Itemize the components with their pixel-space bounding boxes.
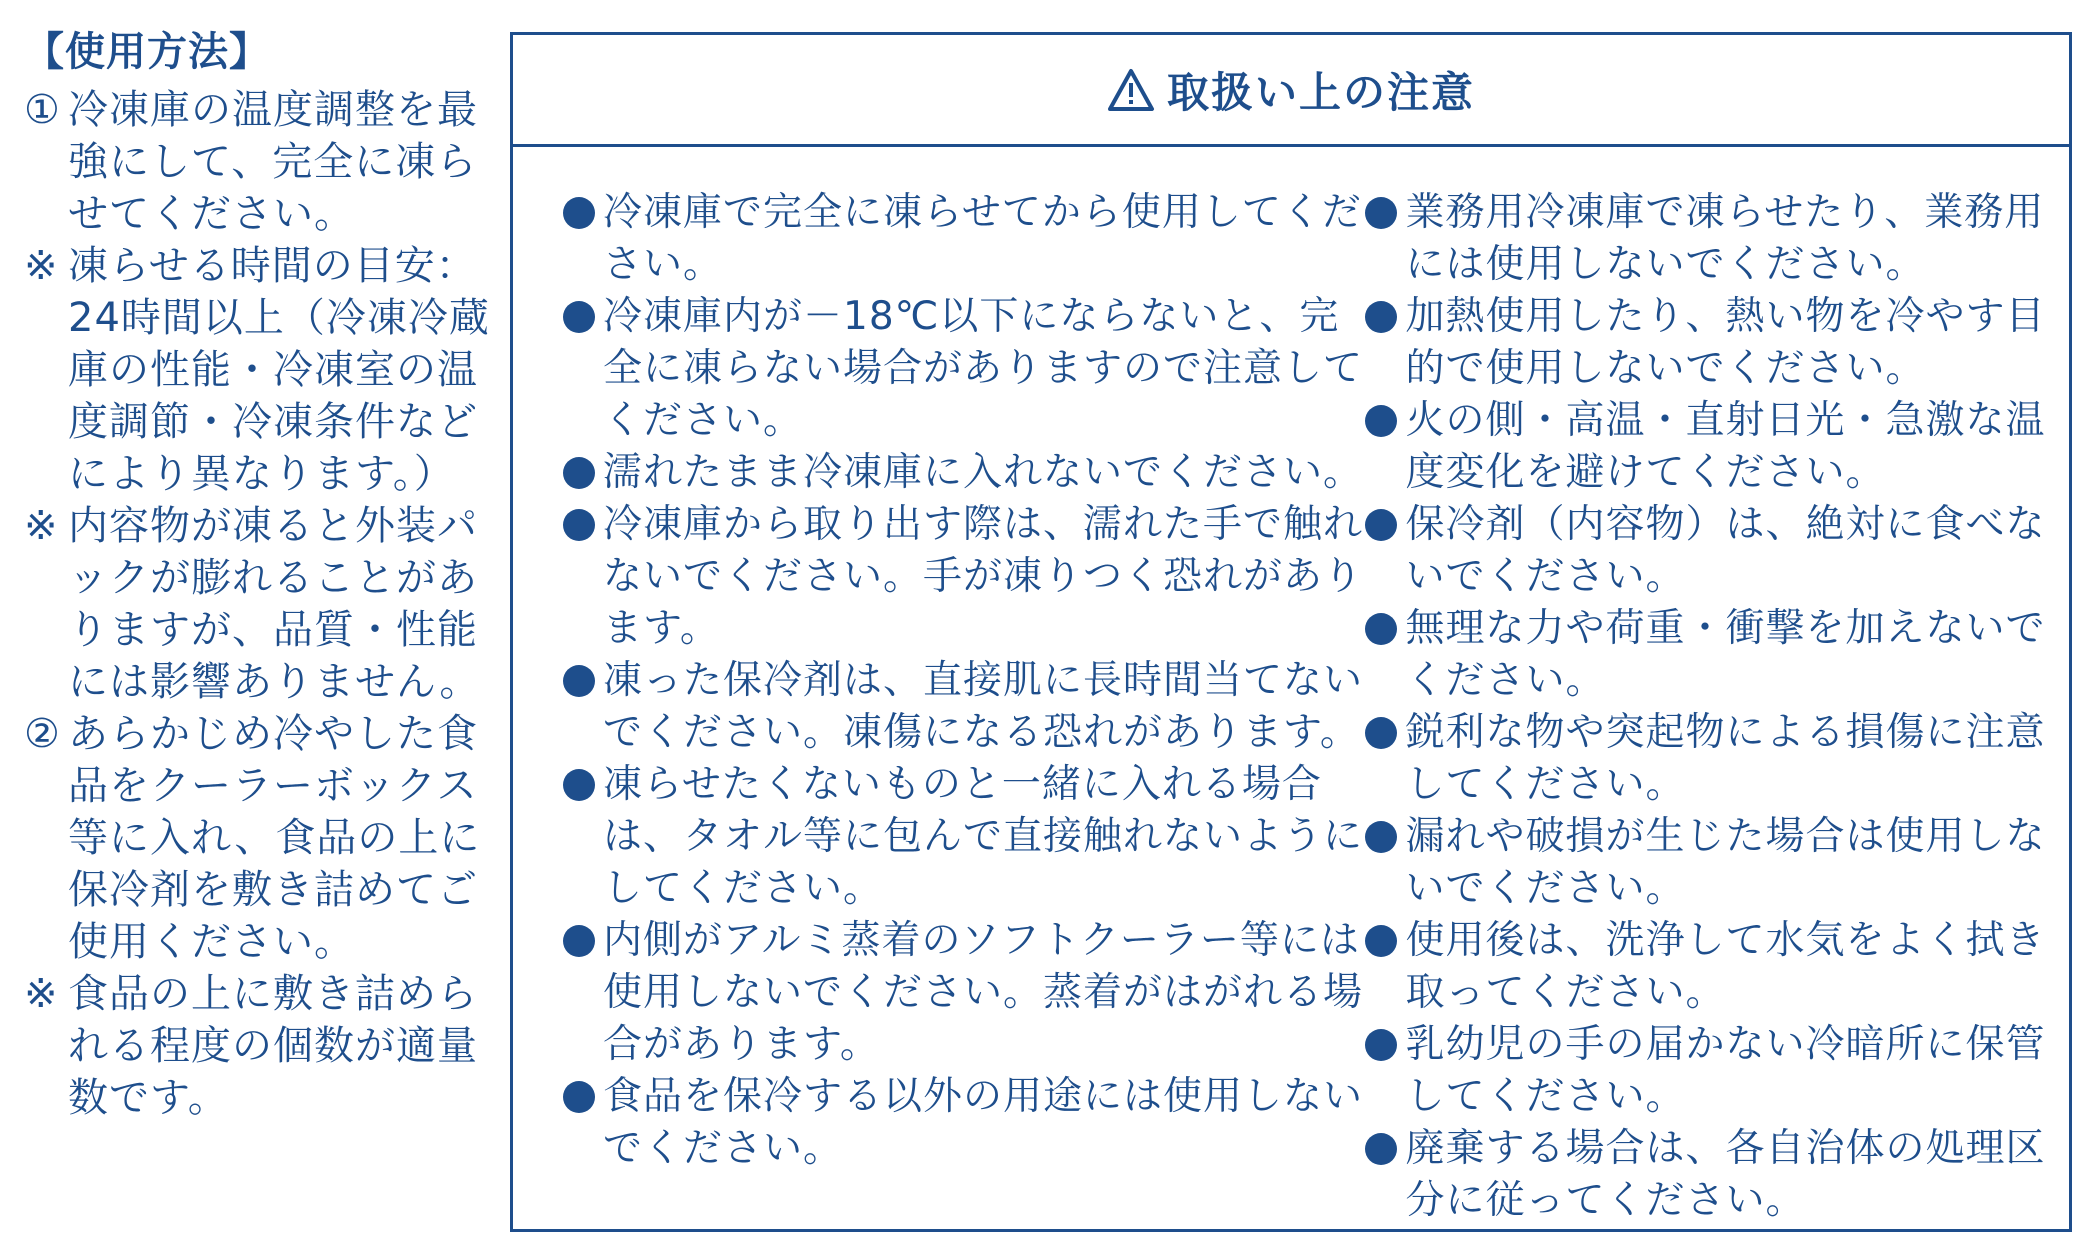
- usage-item-mark: ②: [24, 711, 61, 757]
- cautions-left-column: [563, 187, 1365, 1227]
- caution-item: [1365, 395, 2049, 499]
- cautions-right-column: [1365, 187, 2049, 1227]
- usage-item-mark: ※: [24, 503, 59, 549]
- caution-item: [563, 655, 1365, 759]
- usage-item-text: 凍らせる時間の目安：24時間以上（冷凍冷蔵庫の性能・冷凍室の温度調節・冷凍条件などにより異なります。）: [68, 243, 490, 497]
- bullet-icon: [1365, 291, 1405, 395]
- caution-item: [563, 187, 1365, 291]
- bullet-icon: [563, 499, 603, 655]
- caution-item: [563, 291, 1365, 447]
- usage-item: [24, 84, 494, 240]
- bullet-icon: [1365, 187, 1405, 291]
- caution-text: 火の側・高温・直射日光・急激な温度変化を避けてください。: [1405, 398, 2046, 495]
- bullet-icon: [1365, 1123, 1405, 1227]
- caution-item: [563, 499, 1365, 655]
- usage-item-mark: ※: [24, 243, 59, 289]
- caution-item: [1365, 187, 2049, 291]
- bullet-icon: [563, 187, 603, 291]
- caution-text: 保冷剤（内容物）は、絶対に食べないでください。: [1405, 502, 2046, 599]
- usage-item-text: 冷凍庫の温度調整を最強にして、完全に凍らせてください。: [68, 87, 478, 237]
- caution-item: [1365, 291, 2049, 395]
- caution-text: 無理な力や荷重・衝撃を加えないでください。: [1405, 606, 2046, 703]
- caution-text: 冷凍庫から取り出す際は、濡れた手で触れないでください。手が凍りつく恐れがあります。: [603, 502, 1364, 651]
- usage-item-text: あらかじめ冷やした食品をクーラーボックス等に入れ、食品の上に保冷剤を敷き詰めてご使用ください。: [68, 711, 481, 965]
- usage-item-mark: ※: [24, 971, 59, 1017]
- caution-text: 漏れや破損が生じた場合は使用しないでください。: [1405, 814, 2046, 911]
- bullet-icon: [563, 915, 603, 1071]
- caution-item: [1365, 499, 2049, 603]
- caution-text: 廃棄する場合は、各自治体の処理区分に従ってください。: [1405, 1126, 2046, 1223]
- usage-item: [24, 968, 494, 1124]
- usage-item-text: 食品の上に敷き詰められる程度の個数が適量数です。: [68, 971, 478, 1121]
- cautions-title: 取扱い上の注意: [1166, 67, 1475, 117]
- cautions-header: [513, 35, 2069, 147]
- caution-text: 食品を保冷する以外の用途には使用しないでください。: [603, 1074, 1364, 1171]
- caution-text: 冷凍庫内が－18℃以下にならないと、完全に凍らない場合がありますので注意してください。: [603, 294, 1364, 443]
- caution-text: 冷凍庫で完全に凍らせてから使用してください。: [603, 190, 1362, 287]
- bullet-icon: [563, 655, 603, 759]
- usage-title: 【使用方法】: [24, 29, 270, 75]
- usage-item-text: 内容物が凍ると外装パックが膨れることがありますが、品質・性能には影響ありません。: [68, 503, 481, 705]
- usage-item-mark: ①: [24, 87, 61, 133]
- caution-text: 乳幼児の手の届かない冷暗所に保管してください。: [1405, 1022, 2046, 1119]
- caution-text: 加熱使用したり、熱い物を冷やす目的で使用しないでください。: [1405, 294, 2046, 391]
- cautions-columns: [513, 147, 2069, 1227]
- caution-item: [1365, 707, 2049, 811]
- caution-item: [563, 759, 1365, 915]
- caution-text: 使用後は、洗浄して水気をよく拭き取ってください。: [1405, 918, 2046, 1015]
- usage-item: [24, 708, 494, 968]
- caution-text: 凍った保冷剤は、直接肌に長時間当てないでください。凍傷になる恐れがあります。: [603, 658, 1364, 755]
- caution-item: [1365, 1019, 2049, 1123]
- bullet-icon: [1365, 915, 1405, 1019]
- caution-item: [563, 915, 1365, 1071]
- usage-item: [24, 240, 494, 500]
- bullet-icon: [563, 291, 603, 447]
- bullet-icon: [563, 447, 603, 499]
- usage-section: [24, 24, 494, 1124]
- caution-item: [563, 447, 1365, 499]
- bullet-icon: [1365, 811, 1405, 915]
- warning-icon: [1107, 68, 1155, 112]
- bullet-icon: [1365, 499, 1405, 603]
- bullet-icon: [1365, 603, 1405, 707]
- caution-text: 業務用冷凍庫で凍らせたり、業務用には使用しないでください。: [1405, 190, 2045, 287]
- bullet-icon: [563, 759, 603, 915]
- bullet-icon: [1365, 395, 1405, 499]
- caution-item: [1365, 811, 2049, 915]
- caution-text: 鋭利な物や突起物による損傷に注意してください。: [1405, 710, 2046, 807]
- caution-text: 濡れたまま冷凍庫に入れないでください。: [603, 450, 1364, 495]
- usage-item: [24, 500, 494, 708]
- bullet-icon: [1365, 1019, 1405, 1123]
- caution-text: 凍らせたくないものと一緒に入れる場合は、タオル等に包んで直接触れないようにしてください。: [603, 762, 1364, 911]
- caution-item: [1365, 1123, 2049, 1227]
- cautions-box: [510, 32, 2072, 1232]
- caution-item: [1365, 915, 2049, 1019]
- bullet-icon: [563, 1071, 603, 1175]
- caution-text: 内側がアルミ蒸着のソフトクーラー等には使用しないでください。蒸着がはがれる場合があります。: [603, 918, 1364, 1067]
- caution-item: [1365, 603, 2049, 707]
- caution-item: [563, 1071, 1365, 1175]
- bullet-icon: [1365, 707, 1405, 811]
